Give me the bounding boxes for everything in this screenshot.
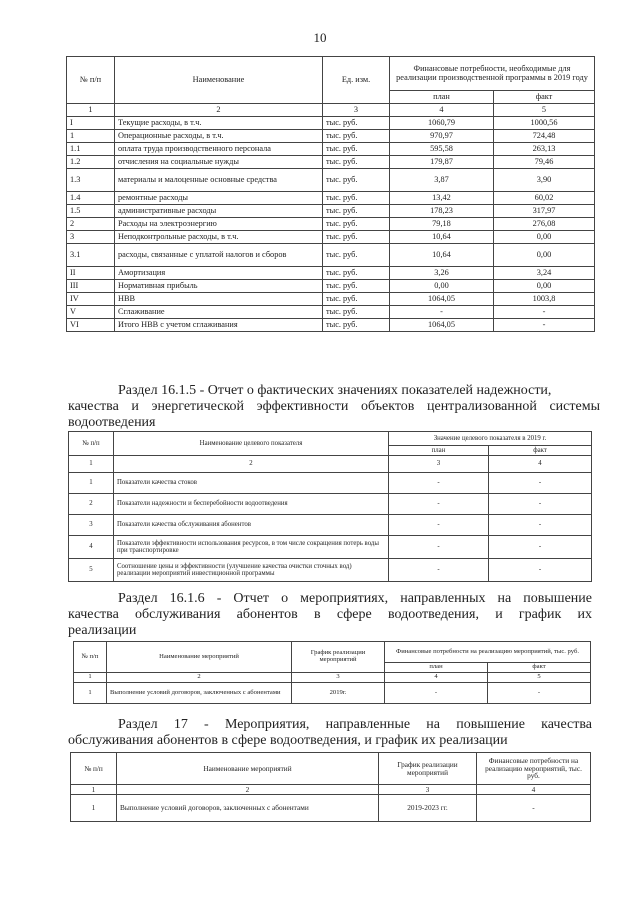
- table-row: 1 Показатели качества стоков - -: [69, 473, 592, 494]
- header-plan: план: [385, 663, 488, 673]
- table-row: I Текущие расходы, в т.ч. тыс. руб. 1060,79 1000,56: [67, 117, 595, 130]
- table-row: 1 Операционные расходы, в т.ч. тыс. руб. 970,97 724,48: [67, 130, 595, 143]
- table-row: 5 Соотношение цены и эффективности (улучшение качества очистки сточных вод) реализации мероприятий инвестиционной программы - -: [69, 559, 592, 582]
- header-fact: факт: [488, 663, 591, 673]
- section-16-1-6-heading: [68, 591, 592, 639]
- table-row: 2 Показатели надежности и бесперебойности водоотведения - -: [69, 494, 592, 515]
- target-indicators-table: [68, 431, 592, 582]
- section-line: Раздел 16.1.6 - Отчет о мероприятиях, направленных на повышение: [118, 591, 592, 606]
- header-unit: Ед. изм.: [323, 57, 390, 104]
- table-row: 3 Показатели качества обслуживания абонентов - -: [69, 515, 592, 536]
- header-num: № п/п: [67, 57, 115, 104]
- table-row: 2 Расходы на электроэнергию тыс. руб. 79,18 276,08: [67, 218, 595, 231]
- index-row: 1 2 3 4 5: [74, 673, 591, 683]
- header-plan: план: [389, 446, 489, 456]
- header-name: Наименование целевого показателя: [114, 432, 389, 456]
- table-row: 1 Выполнение условий договоров, заключенных с абонентами 2019-2023 гг. -: [71, 795, 591, 822]
- section-line: качества обслуживания абонентов в сфере водоотведения, и график их: [68, 607, 592, 622]
- section-line: реализации: [68, 623, 137, 638]
- section-line: обслуживания абонентов в сфере водоотведения, и график их реализации: [68, 733, 508, 748]
- header-schedule: График реализации мероприятий: [379, 753, 477, 785]
- index-row: 1 2 3 4: [69, 456, 592, 473]
- section-line: Раздел 16.1.5 - Отчет о фактических значениях показателей надежности,: [118, 383, 552, 398]
- table-row: 3.1 расходы, связанные с уплатой налогов и сборов тыс. руб. 10,64 0,00: [67, 244, 595, 267]
- table-row: V Сглаживание тыс. руб. - -: [67, 306, 595, 319]
- section-17-heading: [68, 717, 592, 749]
- header-fact: факт: [494, 91, 595, 104]
- header-name: Наименование мероприятий: [107, 642, 292, 673]
- table-row: 1.5 административные расходы тыс. руб. 178,23 317,97: [67, 205, 595, 218]
- table-row: 1.4 ремонтные расходы тыс. руб. 13,42 60,02: [67, 192, 595, 205]
- header-financial-needs: Финансовые потребности на реализацию мероприятий, тыс. руб.: [385, 642, 591, 663]
- page-number: 10: [313, 30, 327, 45]
- section-line: качества и энергетической эффективности объектов централизованной системы: [68, 399, 600, 414]
- production-program-table: [66, 56, 595, 332]
- table-row: 4 Показатели эффективности использования ресурсов, в том числе сокращения потерь воды при транспортировке - -: [69, 536, 592, 559]
- measures-plan-table: [70, 752, 591, 822]
- header-name: Наименование: [115, 57, 323, 104]
- table-row: III Нормативная прибыль тыс. руб. 0,00 0,00: [67, 280, 595, 293]
- table-row: 1.3 материалы и малоценные основные средства тыс. руб. 3,87 3,90: [67, 169, 595, 192]
- header-fact: факт: [489, 446, 592, 456]
- table-row: 1.2 отчисления на социальные нужды тыс. руб. 179,87 79,46: [67, 156, 595, 169]
- header-schedule: График реализации мероприятий: [292, 642, 385, 673]
- index-row: 1 2 3 4 5: [67, 104, 595, 117]
- measures-report-table: [73, 641, 591, 704]
- header-target-value: Значение целевого показателя в 2019 г.: [389, 432, 592, 446]
- table-row: II Амортизация тыс. руб. 3,26 3,24: [67, 267, 595, 280]
- table-row: IV НВВ тыс. руб. 1064,05 1003,8: [67, 293, 595, 306]
- table-row: 1 Выполнение условий договоров, заключенных с абонентами 2019г. - -: [74, 683, 591, 704]
- section-16-1-5-heading: [68, 383, 600, 431]
- section-line: Раздел 17 - Мероприятия, направленные на повышение качества: [118, 717, 592, 732]
- header-plan: план: [390, 91, 494, 104]
- header-financial-needs: Финансовые потребности на реализацию мероприятий, тыс. руб.: [477, 753, 591, 785]
- header-name: Наименование мероприятий: [117, 753, 379, 785]
- header-financial-needs: Финансовые потребности, необходимые для реализации производственной программы в 2019 году: [390, 57, 595, 91]
- table-row: VI Итого НВВ с учетом сглаживания тыс. руб. 1064,05 -: [67, 319, 595, 332]
- header-num: № п/п: [71, 753, 117, 785]
- index-row: 1 2 3 4: [71, 785, 591, 795]
- header-num: № п/п: [69, 432, 114, 456]
- table-row: 3 Неподконтрольные расходы, в т.ч. тыс. руб. 10,64 0,00: [67, 231, 595, 244]
- section-line: водоотведения: [68, 415, 156, 430]
- table-row: 1.1 оплата труда производственного персонала тыс. руб. 595,58 263,13: [67, 143, 595, 156]
- header-num: № п/п: [74, 642, 107, 673]
